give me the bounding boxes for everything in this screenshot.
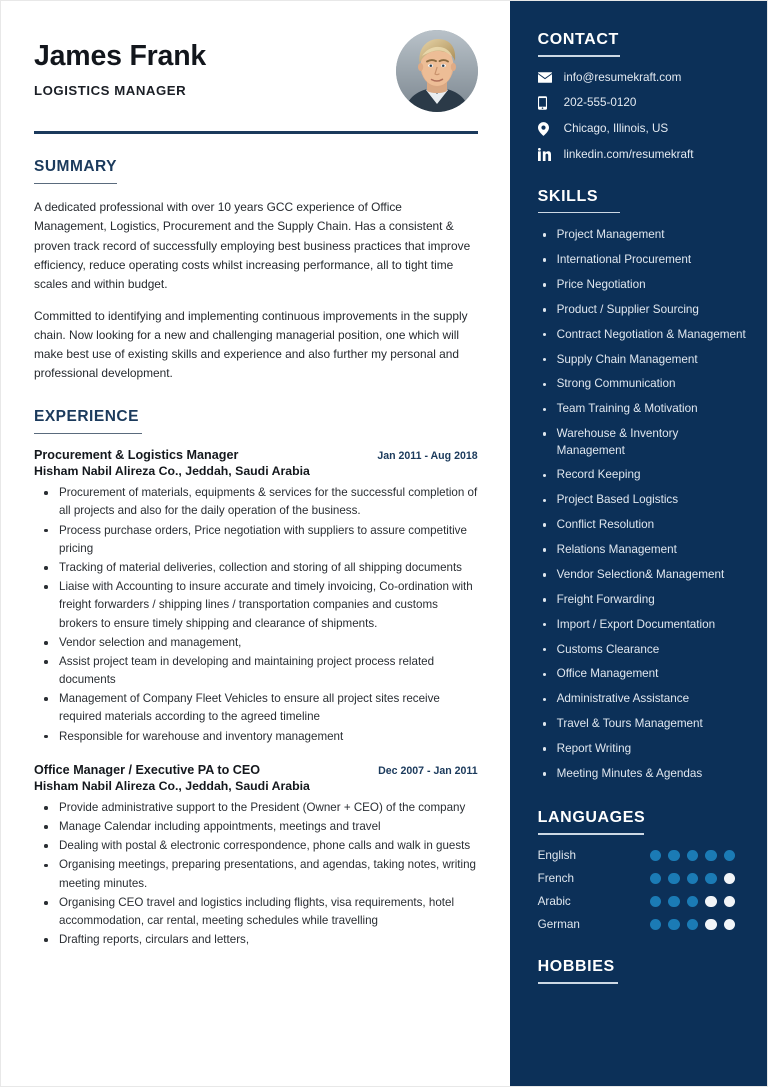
skill-item: Report Writing xyxy=(538,741,749,757)
skill-item: Vendor Selection& Management xyxy=(538,567,749,583)
job-bullet: Provide administrative support to the President (Owner + CEO) of the company xyxy=(34,799,478,817)
skill-item: Strong Communication xyxy=(538,376,749,392)
contact-item-linkedin[interactable] xyxy=(538,148,749,161)
rating-dot-empty xyxy=(724,919,736,931)
page-title: James Frank xyxy=(34,40,207,72)
job-bullet: Drafting reports, circulars and letters, xyxy=(34,931,478,949)
language-row xyxy=(538,849,749,862)
job-bullet: Vendor selection and management, xyxy=(34,634,478,652)
experience-heading: EXPERIENCE xyxy=(34,407,139,425)
job-company: Hisham Nabil Alireza Co., Jeddah, Saudi Arabia xyxy=(34,778,310,793)
languages-section xyxy=(538,809,749,931)
job-bullet: Procurement of materials, equipments & services for the successful completion of all projects and also for the daily operation of the business. xyxy=(34,484,478,520)
contact-heading-underline xyxy=(538,55,620,57)
sidebar xyxy=(510,1,767,1086)
job-bullet: Dealing with postal & electronic correspondence, phone calls and walk in guests xyxy=(34,837,478,855)
job-bullet-list xyxy=(34,484,484,746)
rating-dot-filled xyxy=(650,850,662,862)
job-title-subheading: LOGISTICS MANAGER xyxy=(34,83,187,99)
skill-item: Warehouse & Inventory Management xyxy=(538,426,749,459)
skills-heading: SKILLS xyxy=(537,187,599,205)
location-pin-icon xyxy=(538,122,556,136)
languages-heading: LANGUAGES xyxy=(537,809,646,827)
job-bullet: Responsible for warehouse and inventory management xyxy=(34,728,478,746)
contact-section xyxy=(538,31,749,161)
rating-dot-filled xyxy=(705,873,717,885)
rating-dot-empty xyxy=(724,873,736,885)
mobile-phone-icon xyxy=(538,96,556,110)
languages-heading-underline xyxy=(538,833,644,835)
rating-dot-filled xyxy=(687,873,699,885)
job-bullet: Liaise with Accounting to insure accurate and timely invoicing, Co-ordination with freight forwarders / shipping lines / transportation companies and customs brokers to ensure timely shipping and clearance of shipments. xyxy=(34,578,478,633)
skill-item: Relations Management xyxy=(538,542,749,558)
rating-dot-filled xyxy=(668,896,680,908)
rating-dot-filled xyxy=(687,896,699,908)
language-rating xyxy=(650,873,736,885)
experience-entry xyxy=(34,448,484,746)
job-bullet: Process purchase orders, Price negotiation with suppliers to assure competitive pricing xyxy=(34,522,478,558)
main-column xyxy=(1,1,510,1086)
job-dates: Jan 2011 - Aug 2018 xyxy=(377,450,478,463)
rating-dot-filled xyxy=(724,850,736,862)
skills-section xyxy=(538,188,749,783)
linkedin-icon xyxy=(538,148,556,161)
contact-item-email[interactable] xyxy=(538,71,749,84)
skills-heading-underline xyxy=(538,212,620,214)
rating-dot-filled xyxy=(687,919,699,931)
name-block xyxy=(34,27,206,98)
experience-section xyxy=(34,408,484,950)
contact-email-value: info@resumekraft.com xyxy=(563,70,682,84)
language-rating xyxy=(650,919,736,931)
language-row xyxy=(538,872,749,885)
skill-item: Freight Forwarding xyxy=(538,592,749,608)
skill-item: Contract Negotiation & Management xyxy=(538,327,749,343)
rating-dot-empty xyxy=(705,919,717,931)
experience-entry xyxy=(34,763,484,950)
language-row xyxy=(538,895,749,908)
job-bullet-list xyxy=(34,799,484,950)
job-dates: Dec 2007 - Jan 2011 xyxy=(378,764,478,777)
summary-heading-underline xyxy=(34,183,117,185)
hobbies-heading-underline xyxy=(538,982,618,984)
contact-item-location[interactable] xyxy=(538,122,749,136)
rating-dot-filled xyxy=(668,850,680,862)
summary-section xyxy=(34,158,484,384)
skill-item: Record Keeping xyxy=(538,467,749,483)
rating-dot-empty xyxy=(705,896,717,908)
envelope-icon xyxy=(538,72,556,83)
skill-item: Office Management xyxy=(538,666,749,682)
job-bullet: Organising meetings, preparing presentations, and agendas, taking notes, writing meeting minutes. xyxy=(34,856,478,892)
experience-heading-underline xyxy=(34,433,142,435)
contact-phone-value: 202-555-0120 xyxy=(563,96,637,110)
contact-location-value: Chicago, Illinois, US xyxy=(563,122,669,136)
skill-item: Price Negotiation xyxy=(538,277,749,293)
rating-dot-filled xyxy=(668,873,680,885)
contact-item-phone[interactable] xyxy=(538,96,749,110)
skill-item: Product / Supplier Sourcing xyxy=(538,302,749,318)
summary-paragraph: A dedicated professional with over 10 years GCC experience of Office Management, Logistics, Procurement and the Supply Chain. Has a consistent & proven track record of successfully employing best business practices that improve efficiency, reduce operating costs whilst increasing performance, all to tight time scales and within budget. xyxy=(34,200,471,292)
language-row xyxy=(538,918,749,931)
language-rating xyxy=(650,850,736,862)
job-bullet: Organising CEO travel and logistics including flights, visa requirements, hotel accommodation, car rental, meeting schedules while travelling xyxy=(34,894,478,930)
job-bullet: Manage Calendar including appointments, meetings and travel xyxy=(34,818,478,836)
portrait-photo-icon xyxy=(396,30,478,112)
skill-item: Administrative Assistance xyxy=(538,691,749,707)
skill-item: Team Training & Motivation xyxy=(538,401,749,417)
contact-heading: CONTACT xyxy=(537,31,619,48)
skill-item: Meeting Minutes & Agendas xyxy=(538,766,749,782)
skill-item: Project Management xyxy=(538,227,749,243)
skill-item: Supply Chain Management xyxy=(538,352,749,368)
experience-entry-header xyxy=(34,763,484,777)
hobbies-section xyxy=(538,958,749,984)
job-role: Procurement & Logistics Manager xyxy=(34,448,239,463)
skills-list xyxy=(538,227,749,782)
summary-heading: SUMMARY xyxy=(34,157,118,175)
rating-dot-filled xyxy=(650,873,662,885)
rating-dot-empty xyxy=(724,896,736,908)
rating-dot-filled xyxy=(650,896,662,908)
skill-item: Project Based Logistics xyxy=(538,492,749,508)
skill-item: International Procurement xyxy=(538,252,749,268)
rating-dot-filled xyxy=(687,850,699,862)
language-name: French xyxy=(537,871,575,885)
rating-dot-filled xyxy=(650,919,662,931)
summary-body xyxy=(34,198,484,384)
header-divider xyxy=(34,131,478,134)
languages-list xyxy=(538,849,749,931)
rating-dot-filled xyxy=(705,850,717,862)
contact-linkedin-value: linkedin.com/resumekraft xyxy=(563,147,694,161)
skill-item: Customs Clearance xyxy=(538,642,749,658)
job-bullet: Assist project team in developing and maintaining project process related documents xyxy=(34,653,478,689)
contact-list xyxy=(538,71,749,161)
language-name: Arabic xyxy=(537,894,571,908)
job-bullet: Tracking of material deliveries, collection and storing of all shipping documents xyxy=(34,559,478,577)
avatar xyxy=(396,30,478,112)
summary-paragraph: Committed to identifying and implementing continuous improvements in the supply chain. Now looking for a new and challenging managerial position, one which will make best use of existing skills and experience and also further my personal and professional development. xyxy=(34,308,468,381)
hobbies-heading: HOBBIES xyxy=(537,957,615,975)
resume-header xyxy=(34,27,484,112)
language-name: English xyxy=(537,848,576,862)
rating-dot-filled xyxy=(668,919,680,931)
skill-item: Import / Export Documentation xyxy=(538,617,749,633)
experience-entry-header xyxy=(34,448,484,462)
job-company: Hisham Nabil Alireza Co., Jeddah, Saudi Arabia xyxy=(34,464,310,479)
job-role: Office Manager / Executive PA to CEO xyxy=(34,762,261,777)
language-name: German xyxy=(537,917,580,931)
skill-item: Conflict Resolution xyxy=(538,517,749,533)
skill-item: Travel & Tours Management xyxy=(538,716,749,732)
language-rating xyxy=(650,896,736,908)
job-bullet: Management of Company Fleet Vehicles to ensure all project sites receive required materials according to the agreed timeline xyxy=(34,690,478,726)
